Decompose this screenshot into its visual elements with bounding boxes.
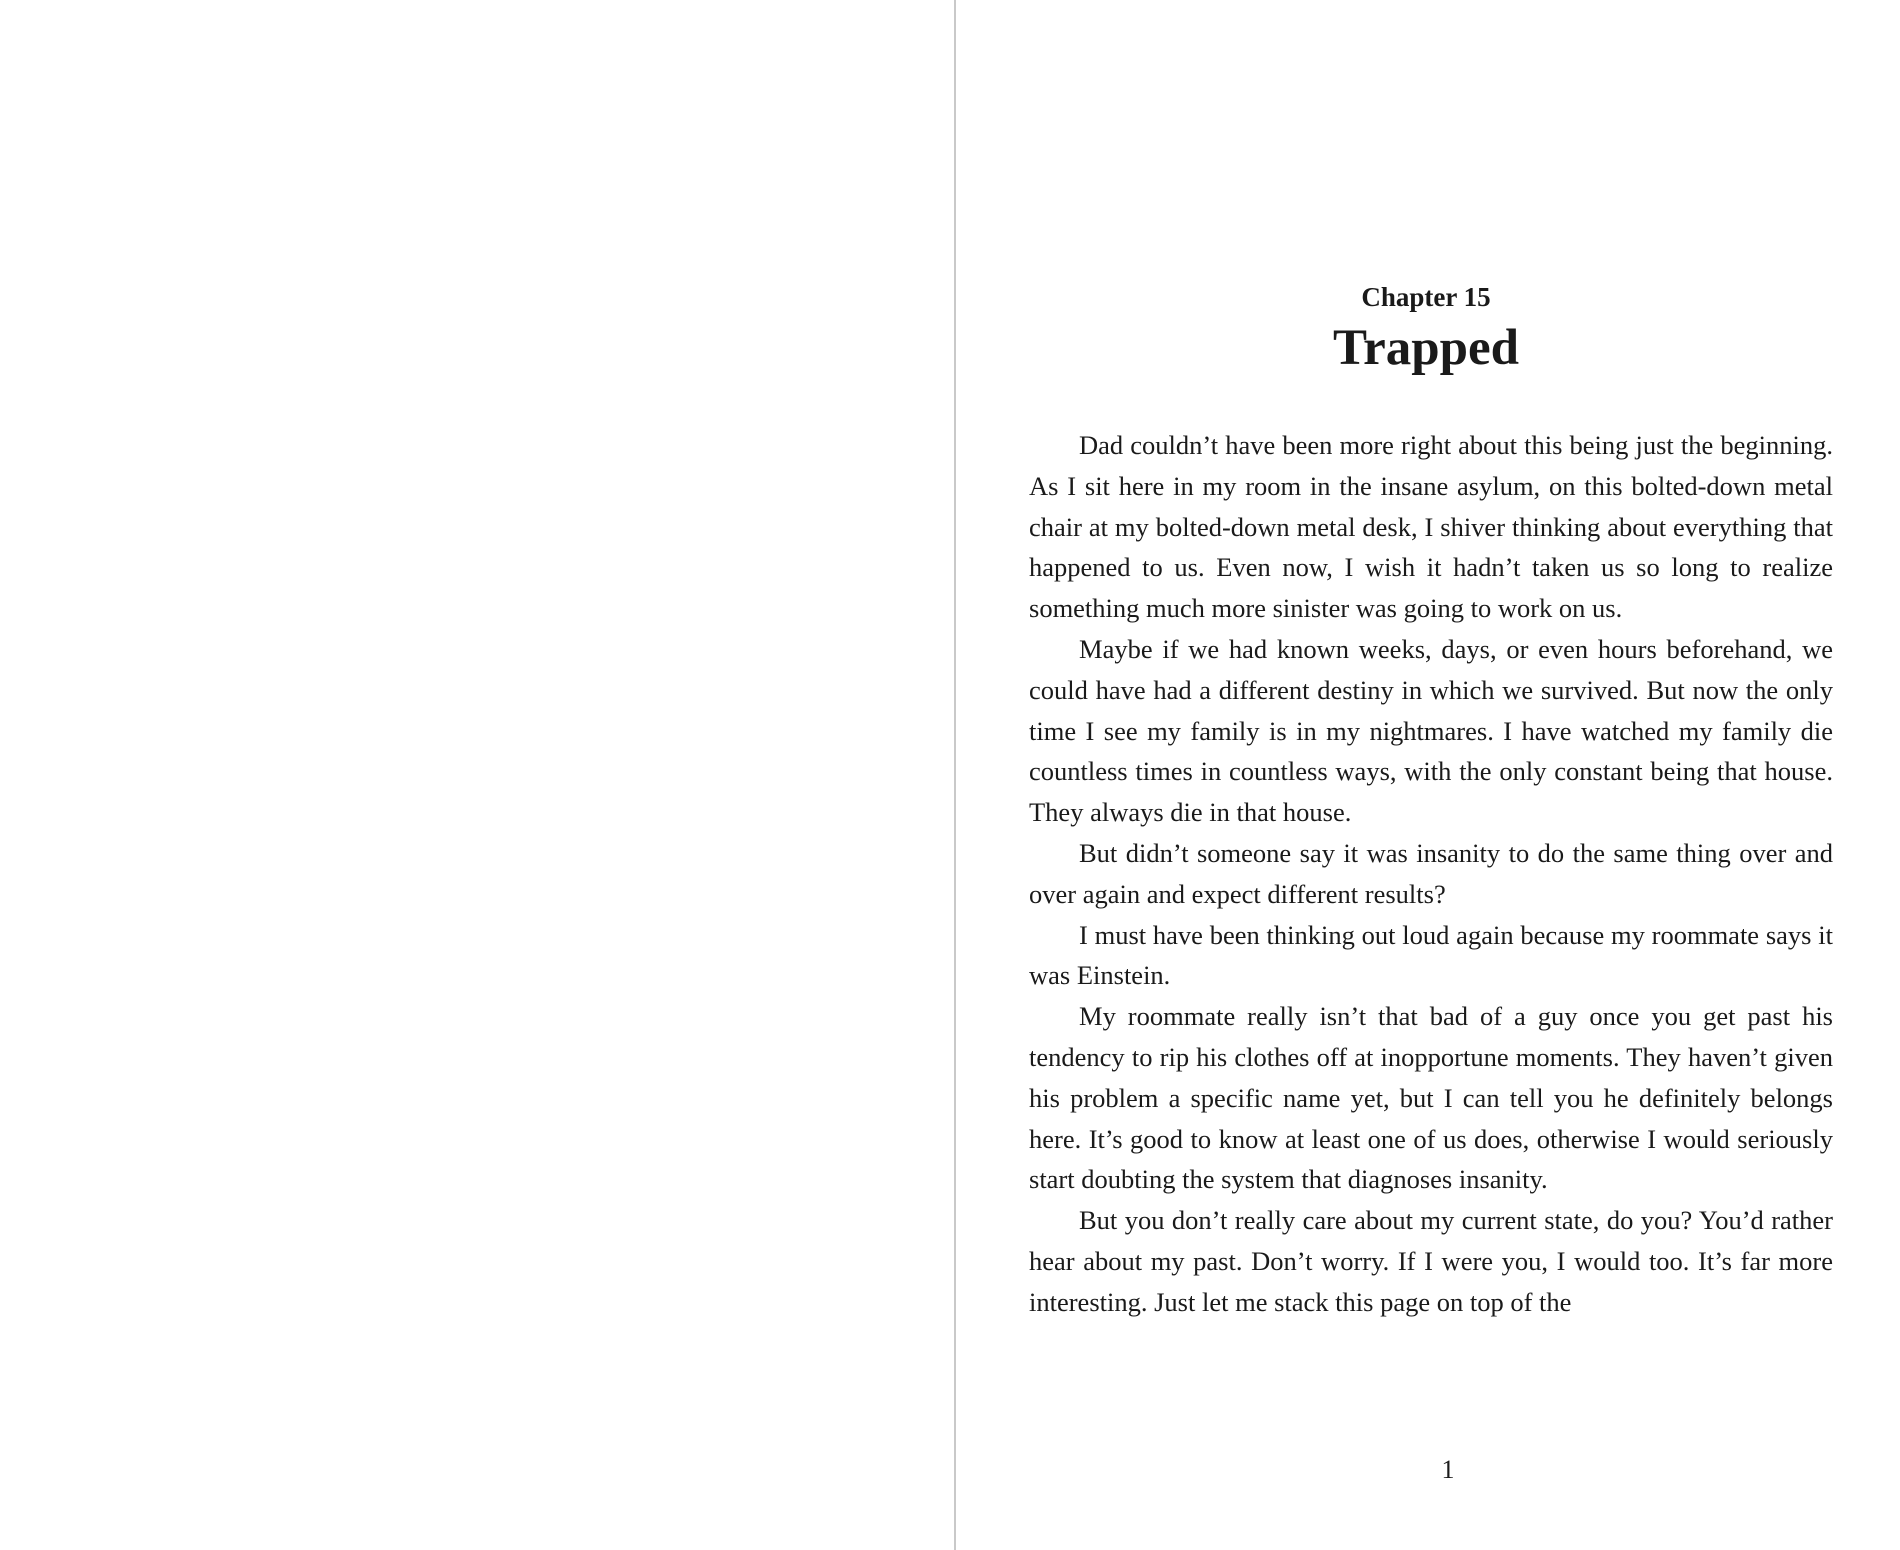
paragraph: Maybe if we had known weeks, days, or even hours beforehand, we could have had a different destiny in which we survived. But now the only time I see my family is in my nightmares. I have watched my family die countless times in countless ways, with the only constant being that house. They always die in that house. (1029, 633, 1833, 828)
chapter-title: Trapped (1332, 320, 1520, 376)
paragraph: Dad couldn’t have been more right about this being just the beginning. As I sit here in my room in the insane asylum, on this bolted-down metal chair at my bolted-down metal desk, I shiver thinking about everything that happened to us. Even now, I wish it hadn’t taken us so long to realize something much more sinister was going to work on us. (1029, 430, 1833, 624)
chapter-body (1029, 425, 1833, 1395)
paragraph: But you don’t really care about my current state, do you? You’d rather hear about my past. Don’t worry. If I were you, I would too. It’s far more interesting. Just let me stack this page on top of the (1029, 1205, 1833, 1317)
chapter-number: Chapter 15 (1361, 282, 1491, 312)
page-number: 1 (1441, 1455, 1455, 1484)
paragraph: My roommate really isn’t that bad of a guy once you get past his tendency to rip his clothes off at inopportune moments. They haven’t given his problem a specific name yet, but I can tell you he definitely belongs here. It’s good to know at least one of us does, otherwise I would seriously start doubting the system that diagnoses insanity. (1029, 1001, 1833, 1195)
paragraph: But didn’t someone say it was insanity to do the same thing over and over again and expect different results? (1029, 837, 1833, 909)
paragraph: I must have been thinking out loud again because my roommate says it was Einstein. (1029, 919, 1833, 991)
right-page (956, 0, 1900, 1550)
